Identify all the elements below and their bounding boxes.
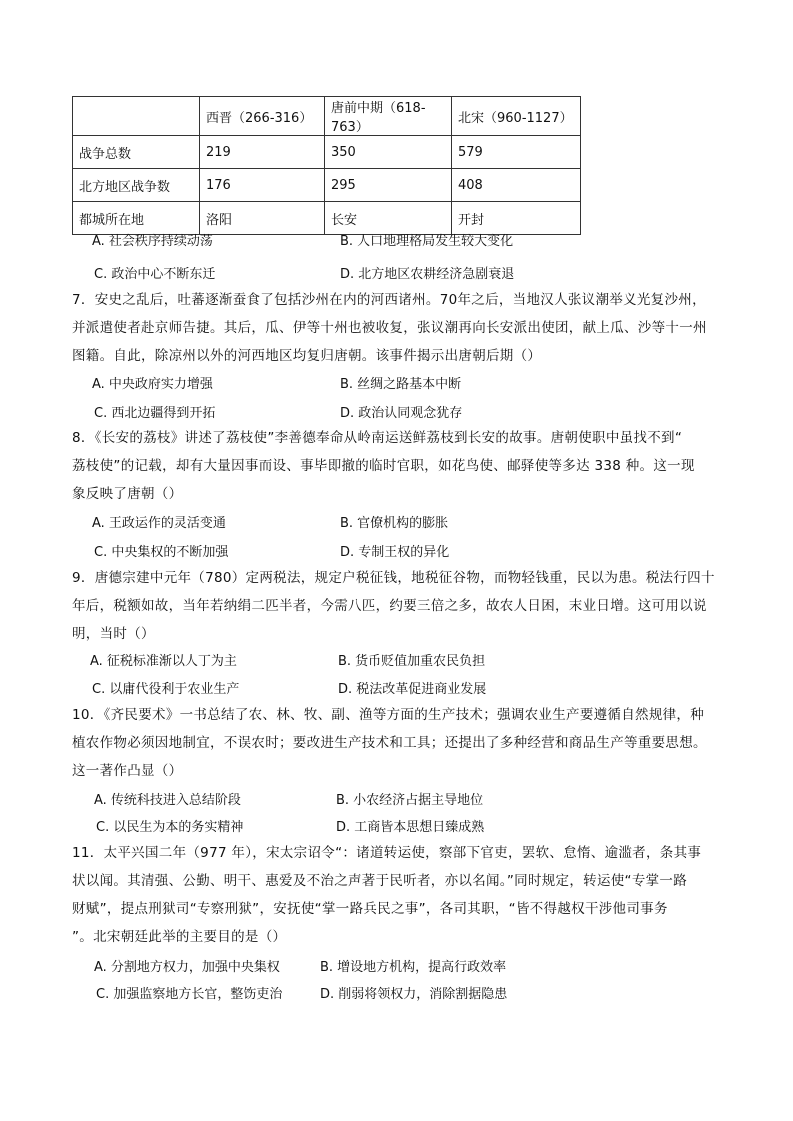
q9-option-a[interactable]: A. 征税标准渐以人丁为主 xyxy=(90,654,237,669)
stem-line: 并派遣使者赴京师告捷。其后，瓜、伊等十州也被收复，张议潮再向长安派出使团，献上瓜、沙等十一州 xyxy=(72,320,707,336)
q8-option-c[interactable]: C. 中央集权的不断加强 xyxy=(94,545,229,560)
q11-option-d[interactable]: D. 削弱将领权力，消除割据隐患 xyxy=(320,987,508,1002)
q6-option-c[interactable]: C. 政治中心不断东迁 xyxy=(94,267,216,282)
q8-option-b[interactable]: B. 官僚机构的膨胀 xyxy=(340,516,449,531)
table-header-row xyxy=(73,97,581,136)
q9-option-b[interactable]: B. 货币贬值加重农民负担 xyxy=(338,654,486,669)
stem-line: 11．太平兴国二年（977 年），宋太宗诏令“：诸道转运使，察部下官吏，罢软、怠惰、逾滥者，条其事 xyxy=(72,845,702,861)
stem-line: 植农作物必须因地制宜，不误农时；要改进生产技术和工具；还提出了多种经营和商品生产等重要思想。 xyxy=(72,735,707,751)
q9-option-d[interactable]: D. 税法改革促进商业发展 xyxy=(338,682,487,697)
q7-option-b[interactable]: B. 丝绸之路基本中断 xyxy=(340,377,462,392)
table-cell: 219 xyxy=(200,136,325,169)
stem-line: 8．《长安的荔枝》讲述了荔枝使”李善德奉命从岭南运送鲜荔枝到长安的故事。唐朝使职中虽找不到“ xyxy=(72,430,683,446)
q6-option-b[interactable]: B. 人口地理格局发生较大变化 xyxy=(340,234,514,249)
table-cell: 都城所在地 xyxy=(73,202,200,235)
table-cell: 战争总数 xyxy=(73,136,200,169)
table-cell xyxy=(73,97,200,136)
question-11-stem xyxy=(72,839,724,951)
table-cell: 唐前中期（618-763） xyxy=(325,97,452,136)
q10-option-c[interactable]: C. 以民生为本的务实精神 xyxy=(96,820,244,835)
table-cell: 408 xyxy=(452,169,581,202)
stem-line: 图籍。自此，除凉州以外的河西地区均复归唐朝。该事件揭示出唐朝后期（） xyxy=(72,348,542,364)
table-cell: 北方地区战争数 xyxy=(73,169,200,202)
table-cell: 295 xyxy=(325,169,452,202)
table-cell: 长安 xyxy=(325,202,452,235)
q6-option-d[interactable]: D. 北方地区农耕经济急剧衰退 xyxy=(340,267,515,282)
q9-option-c[interactable]: C. 以庸代役利于农业生产 xyxy=(92,682,240,697)
q8-option-a[interactable]: A. 王政运作的灵活变通 xyxy=(92,516,226,531)
table-row xyxy=(73,136,581,169)
question-9-stem xyxy=(72,564,724,648)
stem-line: 状以闻。其清强、公勤、明干、惠爱及不治之声著于民听者，亦以名闻。”同时规定，转运使“专掌一路 xyxy=(72,873,688,889)
stem-line: 7．安史之乱后，吐蕃逐渐蚕食了包括沙州在内的河西诸州。70年之后，当地汉人张议潮举义光复沙州， xyxy=(72,292,706,308)
question-7-stem xyxy=(72,286,724,370)
stem-line: 财赋”，提点刑狱司“专察刑狱”，安抚使“掌一路兵民之事”，各司其职，“皆不得越权干涉他司事务 xyxy=(72,901,668,917)
table-cell: 579 xyxy=(452,136,581,169)
q10-option-a[interactable]: A. 传统科技进入总结阶段 xyxy=(94,793,241,808)
q11-option-a[interactable]: A. 分割地方权力，加强中央集权 xyxy=(94,960,280,975)
table-cell: 350 xyxy=(325,136,452,169)
stem-line: ”。北宋朝廷此举的主要目的是（） xyxy=(72,929,287,945)
q11-option-b[interactable]: B. 增设地方机构，提高行政效率 xyxy=(320,960,507,975)
table-cell: 北宋（960-1127） xyxy=(452,97,581,136)
q8-option-d[interactable]: D. 专制王权的异化 xyxy=(340,545,450,560)
q11-option-c[interactable]: C. 加强监察地方长官，整饬吏治 xyxy=(96,987,283,1002)
stem-line: 象反映了唐朝（） xyxy=(72,486,183,502)
q7-option-c[interactable]: C. 西北边疆得到开拓 xyxy=(94,406,216,421)
stem-line: 10．《齐民要术》一书总结了农、林、牧、副、渔等方面的生产技术；强调农业生产要遵循自然规律，种 xyxy=(72,707,705,723)
question-8-stem xyxy=(72,424,724,508)
q10-option-d[interactable]: D. 工商皆本思想日臻成熟 xyxy=(336,820,485,835)
stem-line: 明，当时（） xyxy=(72,626,155,642)
q6-option-a[interactable]: A. 社会秩序持续动荡 xyxy=(92,234,213,249)
table-cell: 开封 xyxy=(452,202,581,235)
war-statistics-table xyxy=(72,96,581,235)
table-cell: 176 xyxy=(200,169,325,202)
q7-option-a[interactable]: A. 中央政府实力增强 xyxy=(92,377,213,392)
stem-line: 荔枝使”的记载，却有大量因事而设、事毕即撤的临时官职，如花鸟使、邮驿使等多达 338 种。这一现 xyxy=(72,458,695,474)
stem-line: 9．唐德宗建中元年（780）定两税法，规定户税征钱，地税征谷物，而物轻钱重，民以为患。税法行四十 xyxy=(72,570,715,586)
question-10-stem xyxy=(72,701,724,785)
table-cell: 洛阳 xyxy=(200,202,325,235)
table-cell: 西晋（266-316） xyxy=(200,97,325,136)
table-row xyxy=(73,169,581,202)
stem-line: 年后，税额如故，当年若纳绢二匹半者，今需八匹，约要三倍之多，故农人日困，末业日增。这可用以说 xyxy=(72,598,707,614)
stem-line: 这一著作凸显（） xyxy=(72,763,183,779)
q7-option-d[interactable]: D. 政治认同观念犹存 xyxy=(340,406,463,421)
q10-option-b[interactable]: B. 小农经济占据主导地位 xyxy=(336,793,484,808)
